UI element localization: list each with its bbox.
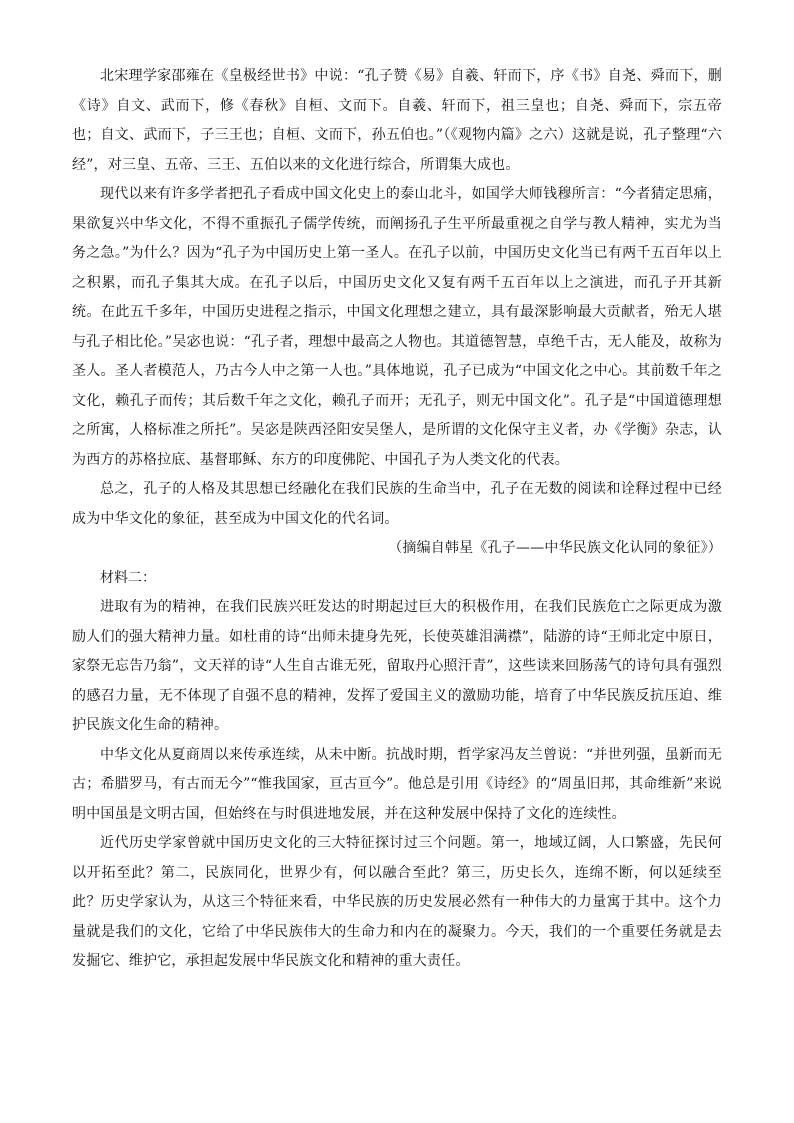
paragraph-qian-mu-wu-mi: 现代以来有许多学者把孔子看成中国文化史上的泰山北斗，如国学大师钱穆所言：“今者猜定思痛，果欲复兴中华文化，不得不重振孔子儒学传统，而阐扬孔子生平所最重视之自学与教人精神，实尤为当务之急。”为什么？因为“孔子为中国历史上第一圣人。在孔子以前，中国历史文化当已有两千五百年以上之积累，而孔子集其大成。在孔子以后，中国历史文化又复有两千五百年以上之演进，而孔子开其新统。在此五千多年，中国历史进程之指示，中国文化理想之建立，具有最深影响最大贡献者，殆无人堪与孔子相比伦。”吴宓也说：“孔子者，理想中最高之人物也。其道德智慧，卓绝千古，无人能及，故称为圣人。圣人者模范人，乃古今人中之第一人也。”具体地说，孔子已成为“中国文化之中心。其前数千年之文化，赖孔子而传；其后数千年之文化，赖孔子而开；无孔子，则无中国文化”。孔子是“中国道德理想之所寓，人格标准之所托”。吴宓是陕西泾阳安吴堡人，是所谓的文化保守主义者，办《学衡》杂志，认为西方的苏格拉底、基督耶稣、东方的印度佛陀、中国孔子为人类文化的代表。 bbox=[72, 186, 722, 468]
source-citation: （摘编自韩星《孔子——中华民族文化认同的象征》） bbox=[388, 540, 722, 556]
material-2-label: 材料二： bbox=[100, 569, 156, 586]
paragraph-shao-yong: 北宋理学家邵雍在《皇极经世书》中说：“孔子赞《易》自羲、轩而下，序《书》自尧、舜而下，删《诗》自文、武而下，修《春秋》自桓、文而下。自羲、轩而下，祖三皇也；自尧、舜而下，宗五帝也；自文、武而下，子三王也；自桓、文而下，孙五伯也。”（《观物内篇》之六）这就是说，孔子整理“六经”，对三皇、五帝、三王、五伯以来的文化进行综合，所谓集大成也。 bbox=[72, 68, 722, 173]
paragraph-enterprising-spirit: 进取有为的精神，在我们民族兴旺发达的时期起过巨大的积极作用，在我们民族危亡之际更成为激励人们的强大精神力量。如杜甫的诗“出师未捷身先死，长使英雄泪满襟”，陆游的诗“王师北定中原日，家祭无忘告乃翁”，文天祥的诗“人生自古谁无死，留取丹心照汗青”，这些读来回肠荡气的诗句具有强烈的感召力量，无不体现了自强不息的精神，发挥了爱国主义的激励功能，培育了中华民族反抗压迫、维护民族文化生命的精神。 bbox=[72, 599, 722, 733]
document-page bbox=[72, 62, 722, 977]
paragraph-continuity: 中华文化从夏商周以来传承连续，从未中断。抗战时期，哲学家冯友兰曾说：“并世列强，虽新而无古；希腊罗马，有古而无今”“惟我国家，亘古亘今”。他总是引用《诗经》的“周虽旧邦，其命维新”来说明中国虽是文明古国，但始终在与时俱进地发展，并在这种发展中保持了文化的连续性。 bbox=[72, 746, 722, 822]
paragraph-conclusion: 总之，孔子的人格及其思想已经融化在我们民族的生命当中，孔子在无数的阅读和诠释过程中已经成为中华文化的象征，甚至成为中国文化的代名词。 bbox=[72, 481, 722, 527]
paragraph-three-features: 近代历史学家曾就中国历史文化的三大特征探讨过三个问题。第一，地域辽阔，人口繁盛，先民何以开拓至此？第二，民族同化，世界少有，何以融合至此？第三，历史长久，连绵不断，何以延续至此？历史学家认为，从这三个特征来看，中华民族的历史发展必然有一种伟大的力量寓于其中。这个力量就是我们的文化，它给了中华民族伟大的生命力和内在的凝聚力。今天，我们的一个重要任务就是去发掘它、维护它，承担起发展中华民族文化和精神的重大责任。 bbox=[72, 835, 722, 969]
